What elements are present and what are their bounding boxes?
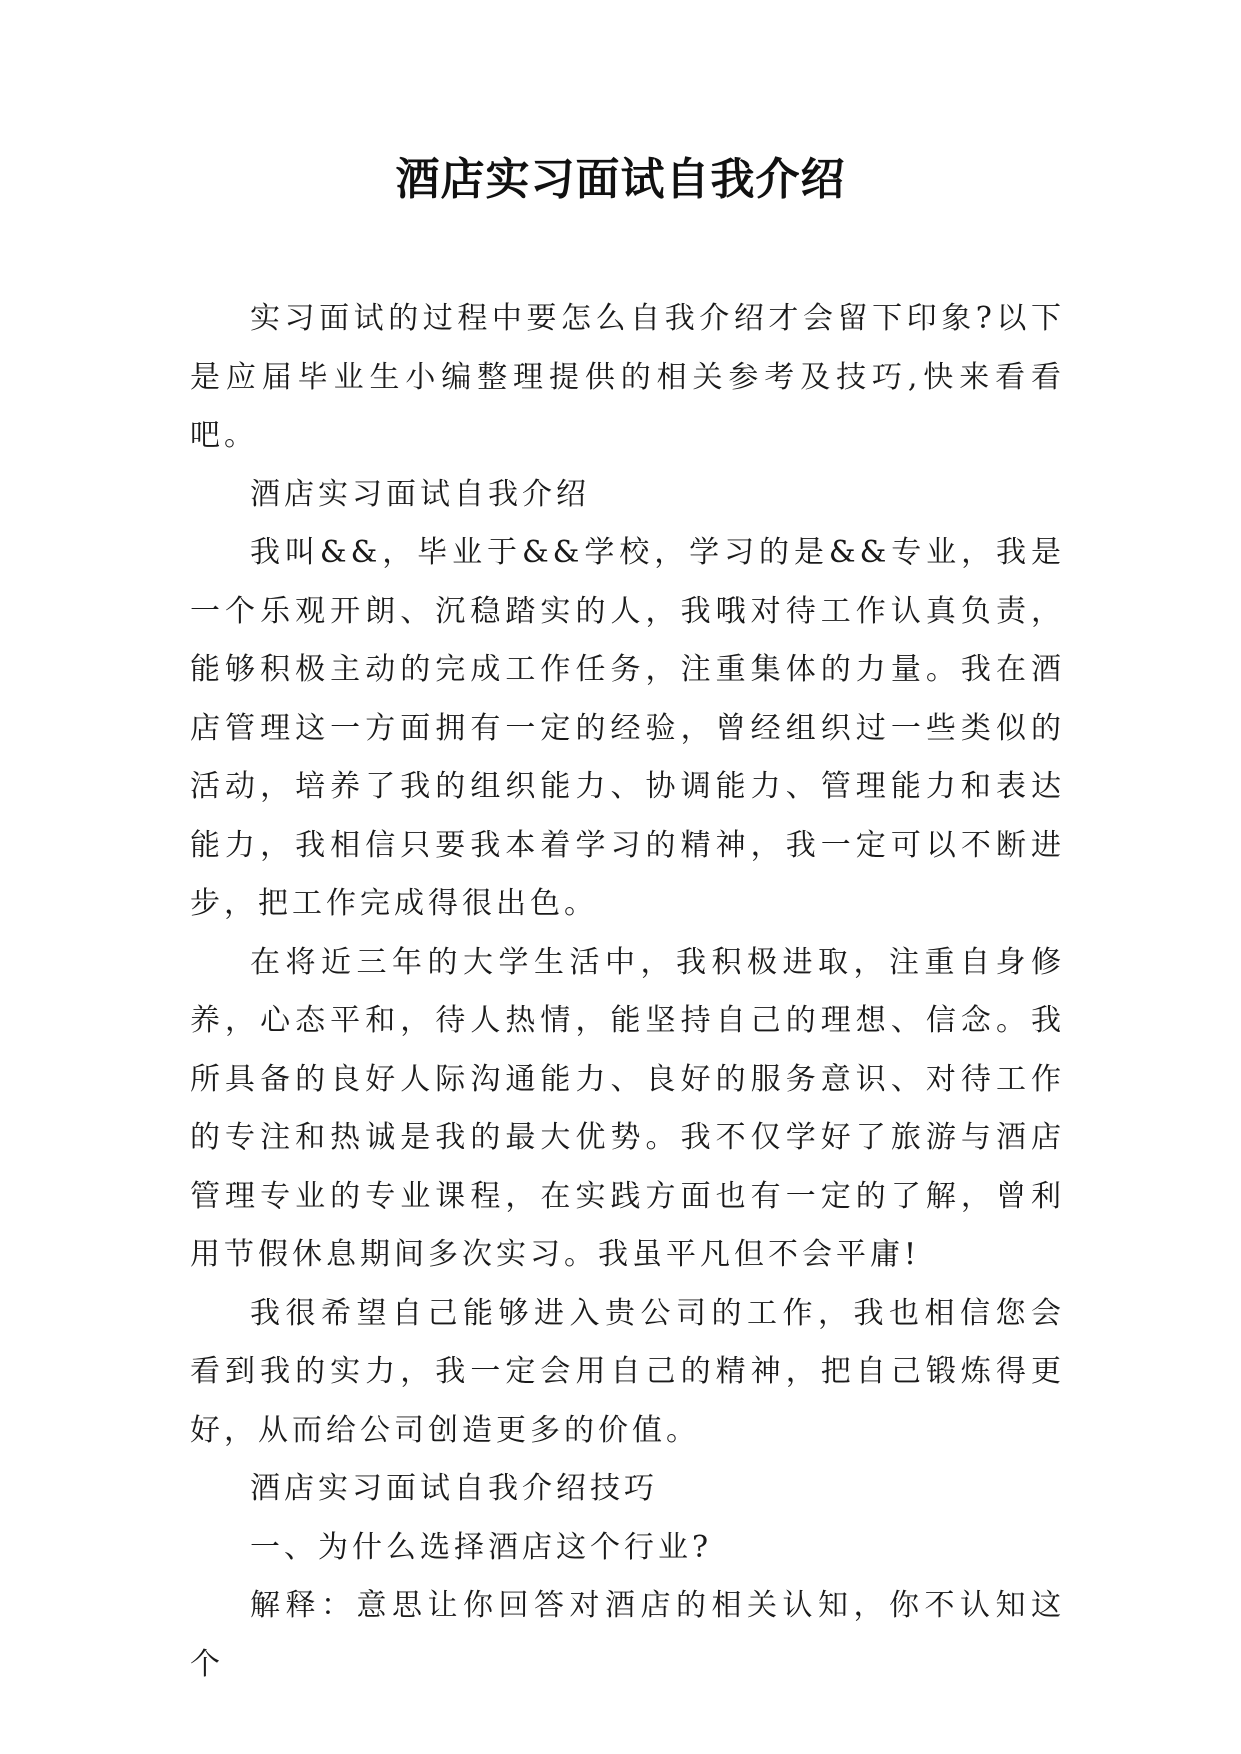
paragraph-self-intro: 我叫&&，毕业于&&学校，学习的是&&专业，我是一个乐观开朗、沉稳踏实的人，我哦对待工作认真负责，能够积极主动的完成工作任务，注重集体的力量。我在酒店管理这一方面拥有一定的经验，曾经组织过一些类似的活动，培养了我的组织能力、协调能力、管理能力和表达能力，我相信只要我本着学习的精神，我一定可以不断进步，把工作完成得很出色。	[190, 535, 1065, 921]
document-body	[190, 290, 1065, 1694]
paragraph-explanation: 解释：意思让你回答对酒店的相关认知，你不认知这个	[190, 1588, 1065, 1682]
paragraph-intro: 实习面试的过程中要怎么自我介绍才会留下印象?以下是应届毕业生小编整理提供的相关参考及技巧,快来看看吧。	[190, 301, 1065, 453]
paragraph-tips-heading: 酒店实习面试自我介绍技巧	[250, 1471, 658, 1506]
paragraph-question-one: 一、为什么选择酒店这个行业?	[250, 1529, 713, 1565]
document-title: 酒店实习面试自我介绍	[395, 154, 846, 205]
paragraph-university-life: 在将近三年的大学生活中，我积极进取，注重自身修养，心态平和，待人热情，能坚持自己的理想、信念。我所具备的良好人际沟通能力、良好的服务意识、对待工作的专注和热诚是我的最大优势。我不仅学好了旅游与酒店管理专业的专业课程，在实践方面也有一定的了解，曾利用节假休息期间多次实习。我虽平凡但不会平庸!	[190, 944, 1065, 1272]
paragraph-closing: 我很希望自己能够进入贵公司的工作，我也相信您会看到我的实力，我一定会用自己的精神，把自己锻炼得更好，从而给公司创造更多的价值。	[190, 1295, 1065, 1448]
paragraph-subheading: 酒店实习面试自我介绍	[250, 476, 590, 512]
